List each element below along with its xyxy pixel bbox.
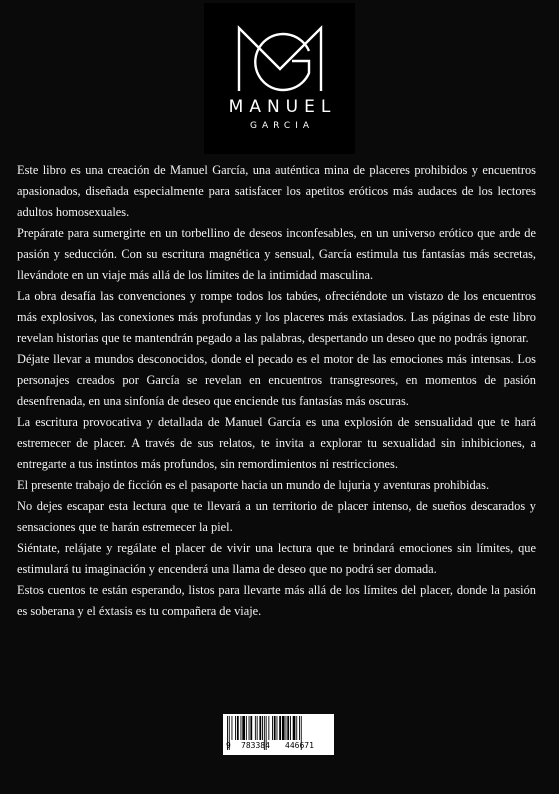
blurb-paragraph: Siéntate, relájate y regálate el placer de vivir una lectura que te brindará emociones sin límites, que estimulará tu imaginación y encenderá una llama de deseo que no podrá ser domada.: [17, 541, 536, 576]
barcode-bar: [279, 716, 281, 740]
blurb-paragraph: La obra desafía las convenciones y rompe todos los tabúes, ofreciéndote un vistazo de los encuentros más explosivos, las conexiones más profundas y los placeres más extasiados. Las páginas de este libro revelan historias que te mantendrán pegado a las palabras, despertando un deseo que no podrás ignorar.: [17, 289, 536, 345]
logo-surname: GARCIA: [249, 121, 315, 131]
monogram-mg-icon: [236, 25, 324, 93]
barcode-bar: [282, 716, 285, 740]
barcode-bar: [232, 716, 233, 740]
barcode-bar: [274, 716, 276, 740]
barcode-bar: [257, 716, 258, 740]
blurb-paragraph: Prepárate para sumergirte en un torbellino de deseos inconfesables, en un universo erótico que arde de pasión y seducción. Con su escritura magnética y sensual, García estimula tus fantasías más secretas, llevándote en un viaje más allá de los límites de la intimidad masculina.: [17, 226, 536, 282]
blurb-paragraph: Este libro es una creación de Manuel García, una auténtica mina de placeres prohibidos y encuentros apasionados, diseñada especialmente para satisfacer los apetitos eróticos más audaces de los lectores adultos homosexuales.: [17, 163, 536, 219]
barcode-bar: [259, 716, 261, 740]
isbn-barcode: [223, 714, 334, 755]
blurb-paragraph: No dejes escapar esta lectura que te llevará a un territorio de placer intenso, de sueños descarados y sensaciones que te harán estremecer la piel.: [17, 499, 536, 534]
barcode-bar: [299, 716, 300, 740]
back-cover-blurb: [17, 160, 536, 622]
barcode-bar: [268, 716, 269, 740]
barcode-bar: [241, 716, 242, 740]
blurb-paragraph: Déjate llevar a mundos desconocidos, donde el pecado es el motor de las emociones más intensas. Los personajes creados por García se revelan en encuentros transgresores, en momentos de pasión desenfrenada, en una sinfonía de deseo que enciende tus fantasías más oscuras.: [17, 352, 536, 408]
barcode-bar: [246, 716, 247, 740]
blurb-paragraph: El presente trabajo de ficción es el pasaporte hacia un mundo de lujuria y aventuras prohibidas.: [17, 478, 490, 492]
barcode-right-digits: 446671: [285, 741, 314, 750]
blurb-paragraph: La escritura provocativa y detallada de Manuel García es una explosión de sensualidad que te hará estremecer de placer. A través de sus relatos, te invita a explorar tu sexualidad sin inhibiciones, a entregarte a tus instintos más profundos, sin remordimientos ni restricciones.: [17, 415, 536, 471]
barcode-bar: [286, 716, 287, 740]
barcode-bar: [272, 716, 273, 740]
logo-name: MANUEL: [228, 97, 337, 117]
barcode-bar: [242, 716, 245, 740]
barcode-bar: [255, 716, 256, 740]
barcode-bar: [235, 716, 236, 740]
barcode-bar: [287, 716, 289, 740]
barcode-lead-digit: 9: [226, 741, 231, 750]
blurb-paragraph: Estos cuentos te están esperando, listos para llevarte más allá de los límites del placer, donde la pasión es soberana y el éxtasis es tu compañera de viaje.: [17, 583, 536, 618]
barcode-bar: [250, 716, 252, 740]
barcode-bar: [290, 716, 291, 740]
barcode-left-digits: 783384: [241, 741, 270, 750]
barcode-bar: [249, 716, 250, 740]
author-logo: [204, 3, 355, 154]
barcode-bar: [237, 716, 239, 740]
barcode-bar: [296, 716, 297, 740]
barcode-bar: [293, 716, 296, 740]
barcode-bar: [277, 716, 278, 740]
barcode-bar: [262, 716, 263, 740]
